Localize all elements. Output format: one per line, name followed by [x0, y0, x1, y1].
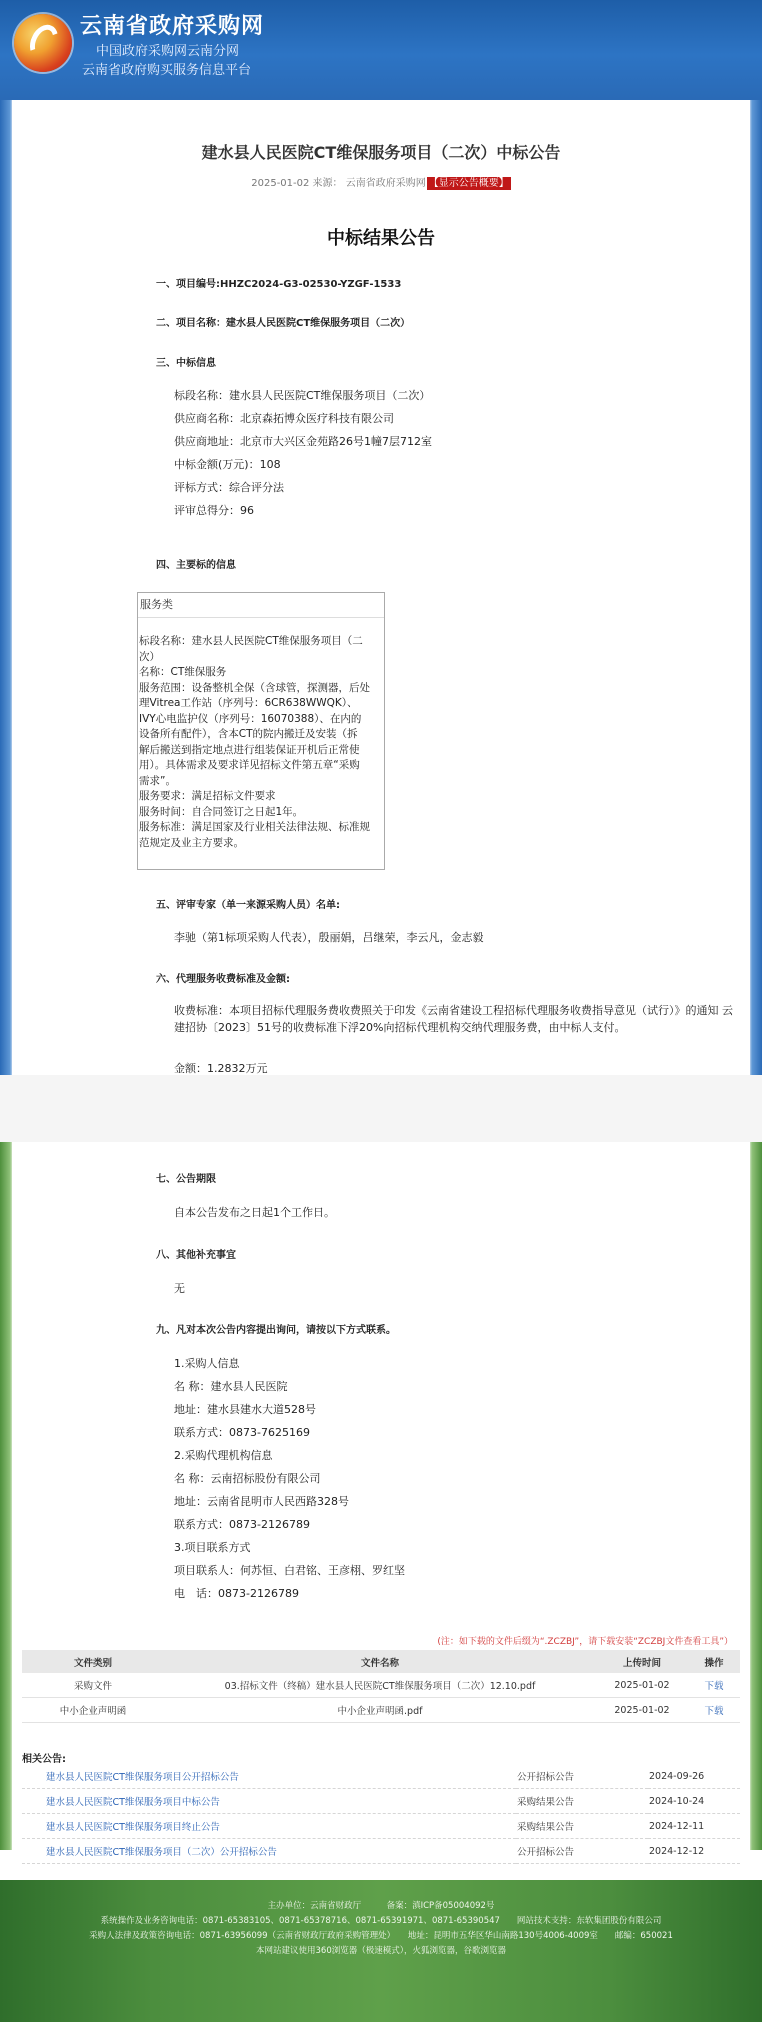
upload-date: 2025-01-02	[596, 1698, 688, 1723]
subject-line: 需求”。	[139, 774, 176, 787]
notice-period-text: 自本公告发布之日起1个工作日。	[174, 1206, 335, 1219]
related-notice-date: 2024-12-12	[648, 1839, 740, 1864]
subject-line: 次）	[139, 650, 160, 663]
show-summary-link[interactable]: 【显示公告概要】	[428, 178, 509, 189]
subject-line: 服务标准：满足国家及行业相关法律法规、标准规	[139, 821, 370, 833]
subject-line: 标段名称：建水县人民医院CT维保服务项目（二	[139, 635, 363, 647]
attachments-table	[22, 1650, 740, 1723]
award-line: 供应商地址：北京市大兴区金苑路26号1幢7层712室	[174, 435, 432, 448]
other-matters-text: 无	[174, 1282, 185, 1295]
table-row	[22, 1698, 740, 1723]
contact-line: 联系方式：0873-7625169	[174, 1426, 310, 1439]
file-category: 采购文件	[22, 1673, 164, 1698]
file-name: 03.招标文件（终稿）建水县人民医院CT维保服务项目（二次）12.10.pdf	[164, 1673, 596, 1698]
related-notice-type: 公开招标公告	[516, 1764, 648, 1789]
table-header-row	[22, 1650, 740, 1673]
award-line: 标段名称：建水县人民医院CT维保服务项目（二次）	[174, 389, 431, 402]
section-notice-period: 七、公告期限	[156, 1174, 216, 1185]
related-notice-date: 2024-12-11	[648, 1814, 740, 1839]
column-header: 上传时间	[596, 1650, 688, 1673]
file-category: 中小企业声明函	[22, 1698, 164, 1723]
contact-line: 电 话：0873-2126789	[174, 1587, 299, 1600]
footer-line: 主办单位：云南省财政厅 备案：滇ICP备05004092号	[267, 1901, 495, 1911]
upload-date: 2025-01-02	[596, 1673, 688, 1698]
contact-line: 1.采购人信息	[174, 1357, 240, 1370]
footer-line: 采购人法律及政策咨询电话：0871-63956099（云南省财政厅政府采购管理处） 地址：昆明市五华区华山南路130号4006-4009室 邮编：650021	[89, 1931, 673, 1941]
file-name: 中小企业声明函.pdf	[164, 1698, 596, 1723]
related-notice-date: 2024-09-26	[648, 1764, 740, 1789]
subject-details	[139, 634, 381, 851]
subject-line: 服务要求：满足招标文件要求	[139, 790, 276, 802]
footer-line: 系统操作及业务咨询电话：0871-65383105、0871-65378716、0871-65391971、0871-65390547 网站技术支持：东软集团股份有限公司	[100, 1916, 662, 1926]
fee-standard: 收费标准：本项目招标代理服务费收费照关于印发《云南省建设工程招标代理服务收费指导意见（试行）》的通知 云建招协〔2023〕51号的收费标准下浮20%向招标代理机构交纳代理服务费，由中标人支付。	[174, 1004, 733, 1034]
related-notice-link[interactable]: 建水县人民医院CT维保服务项目公开招标公告	[22, 1764, 516, 1789]
list-item	[22, 1789, 740, 1814]
download-link[interactable]: 下载	[688, 1673, 740, 1698]
footer-line: 本网站建议使用360浏览器（极速模式），火狐浏览器，谷歌浏览器	[256, 1946, 506, 1956]
award-line: 评审总得分：96	[174, 504, 254, 517]
contact-line: 名 称：建水县人民医院	[174, 1380, 288, 1393]
section-award-info: 三、中标信息	[156, 358, 216, 369]
list-item	[22, 1814, 740, 1839]
list-item	[22, 1764, 740, 1789]
contact-line: 项目联系人：何苏恒、白君铭、王彦栩、罗红坚	[174, 1564, 405, 1577]
award-line: 供应商名称：北京森拓博众医疗科技有限公司	[174, 412, 394, 425]
subject-line: 设备所有配件），含本CT的院内搬迁及安装（拆	[139, 728, 358, 740]
contact-line: 联系方式：0873-2126789	[174, 1518, 310, 1531]
article-meta	[0, 174, 762, 189]
site-subtitle-1: 中国政府采购网云南分网	[96, 44, 240, 59]
result-heading: 中标结果公告	[327, 228, 435, 249]
related-notice-type: 采购结果公告	[516, 1789, 648, 1814]
section-experts: 五、评审专家（单一来源采购人员）名单:	[156, 900, 340, 911]
subject-line: IVY心电监护仪（序列号：16070388）、在内的	[139, 712, 362, 725]
divider	[138, 617, 384, 618]
contact-line: 2.采购代理机构信息	[174, 1449, 273, 1462]
subject-line: 范规定及业主方要求。	[139, 836, 244, 849]
download-link[interactable]: 下载	[688, 1698, 740, 1723]
subject-line: 理Vitrea工作站（序列号：6CR638WWQK）、	[139, 697, 358, 709]
column-header: 文件名称	[164, 1650, 596, 1673]
list-item	[22, 1839, 740, 1864]
contact-line: 名 称：云南招标股份有限公司	[174, 1472, 321, 1485]
download-note: (注：如下载的文件后缀为“.ZCZBJ”，请下载安装“ZCZBJ文件查看工具”）	[437, 1637, 733, 1647]
related-notices-table	[22, 1764, 740, 1864]
section-contact: 九、凡对本次公告内容提出询问，请按以下方式联系。	[156, 1325, 396, 1336]
column-header: 操作	[688, 1650, 740, 1673]
related-notice-link[interactable]: 建水县人民医院CT维保服务项目终止公告	[22, 1814, 516, 1839]
page-gap	[0, 1075, 762, 1142]
award-line: 评标方式：综合评分法	[174, 481, 284, 494]
subject-line: 服务范围：设备整机全保（含球管，探测器，后处	[139, 681, 370, 694]
subject-line: 用）。具体需求及要求详见招标文件第五章“采购	[139, 759, 360, 771]
related-notices-title: 相关公告:	[22, 1754, 66, 1765]
section-other-matters: 八、其他补充事宜	[156, 1250, 236, 1261]
related-notice-type: 公开招标公告	[516, 1839, 648, 1864]
site-title[interactable]: 云南省政府采购网	[80, 14, 265, 39]
site-logo-icon[interactable]	[14, 14, 72, 72]
table-row	[22, 1673, 740, 1698]
contact-line: 地址：云南省昆明市人民西路328号	[174, 1495, 349, 1508]
column-header: 文件类别	[22, 1650, 164, 1673]
award-line: 中标金额(万元)：108	[174, 458, 281, 471]
experts-list: 李驰（第1标项采购人代表），殷丽娟，吕继荣，李云凡，金志毅	[174, 931, 484, 944]
related-notice-link[interactable]: 建水县人民医院CT维保服务项目中标公告	[22, 1789, 516, 1814]
site-header	[0, 0, 762, 100]
related-notice-type: 采购结果公告	[516, 1814, 648, 1839]
subject-line: 名称：CT维保服务	[139, 666, 227, 678]
contact-line: 地址：建水县建水大道528号	[174, 1403, 316, 1416]
section-agency-fee: 六、代理服务收费标准及金额:	[156, 974, 290, 985]
section-main-subject: 四、主要标的信息	[156, 560, 236, 571]
subject-category: 服务类	[140, 598, 173, 611]
subject-info-box	[137, 592, 385, 870]
section-project-number: 一、项目编号:HHZC2024-G3-02530-YZGF-1533	[156, 279, 402, 290]
subject-line: 服务时间：自合同签订之日起1年。	[139, 805, 304, 818]
subject-line: 解后搬送到指定地点进行组装保证开机后正常使	[139, 743, 360, 756]
related-notice-link[interactable]: 建水县人民医院CT维保服务项目（二次）公开招标公告	[22, 1839, 516, 1864]
site-subtitle-2: 云南省政府购买服务信息平台	[82, 63, 252, 78]
related-notice-date: 2024-10-24	[648, 1789, 740, 1814]
content-card-bottom	[12, 1142, 750, 1850]
article-date-source: 2025-01-02 来源： 云南省政府采购网	[251, 178, 426, 189]
article-title: 建水县人民医院CT维保服务项目（二次）中标公告	[201, 143, 561, 162]
contact-line: 3.项目联系方式	[174, 1541, 251, 1554]
site-footer	[0, 1880, 762, 2022]
section-project-name: 二、项目名称：建水县人民医院CT维保服务项目（二次）	[156, 318, 411, 329]
fee-amount: 金额：1.2832万元	[174, 1062, 268, 1075]
